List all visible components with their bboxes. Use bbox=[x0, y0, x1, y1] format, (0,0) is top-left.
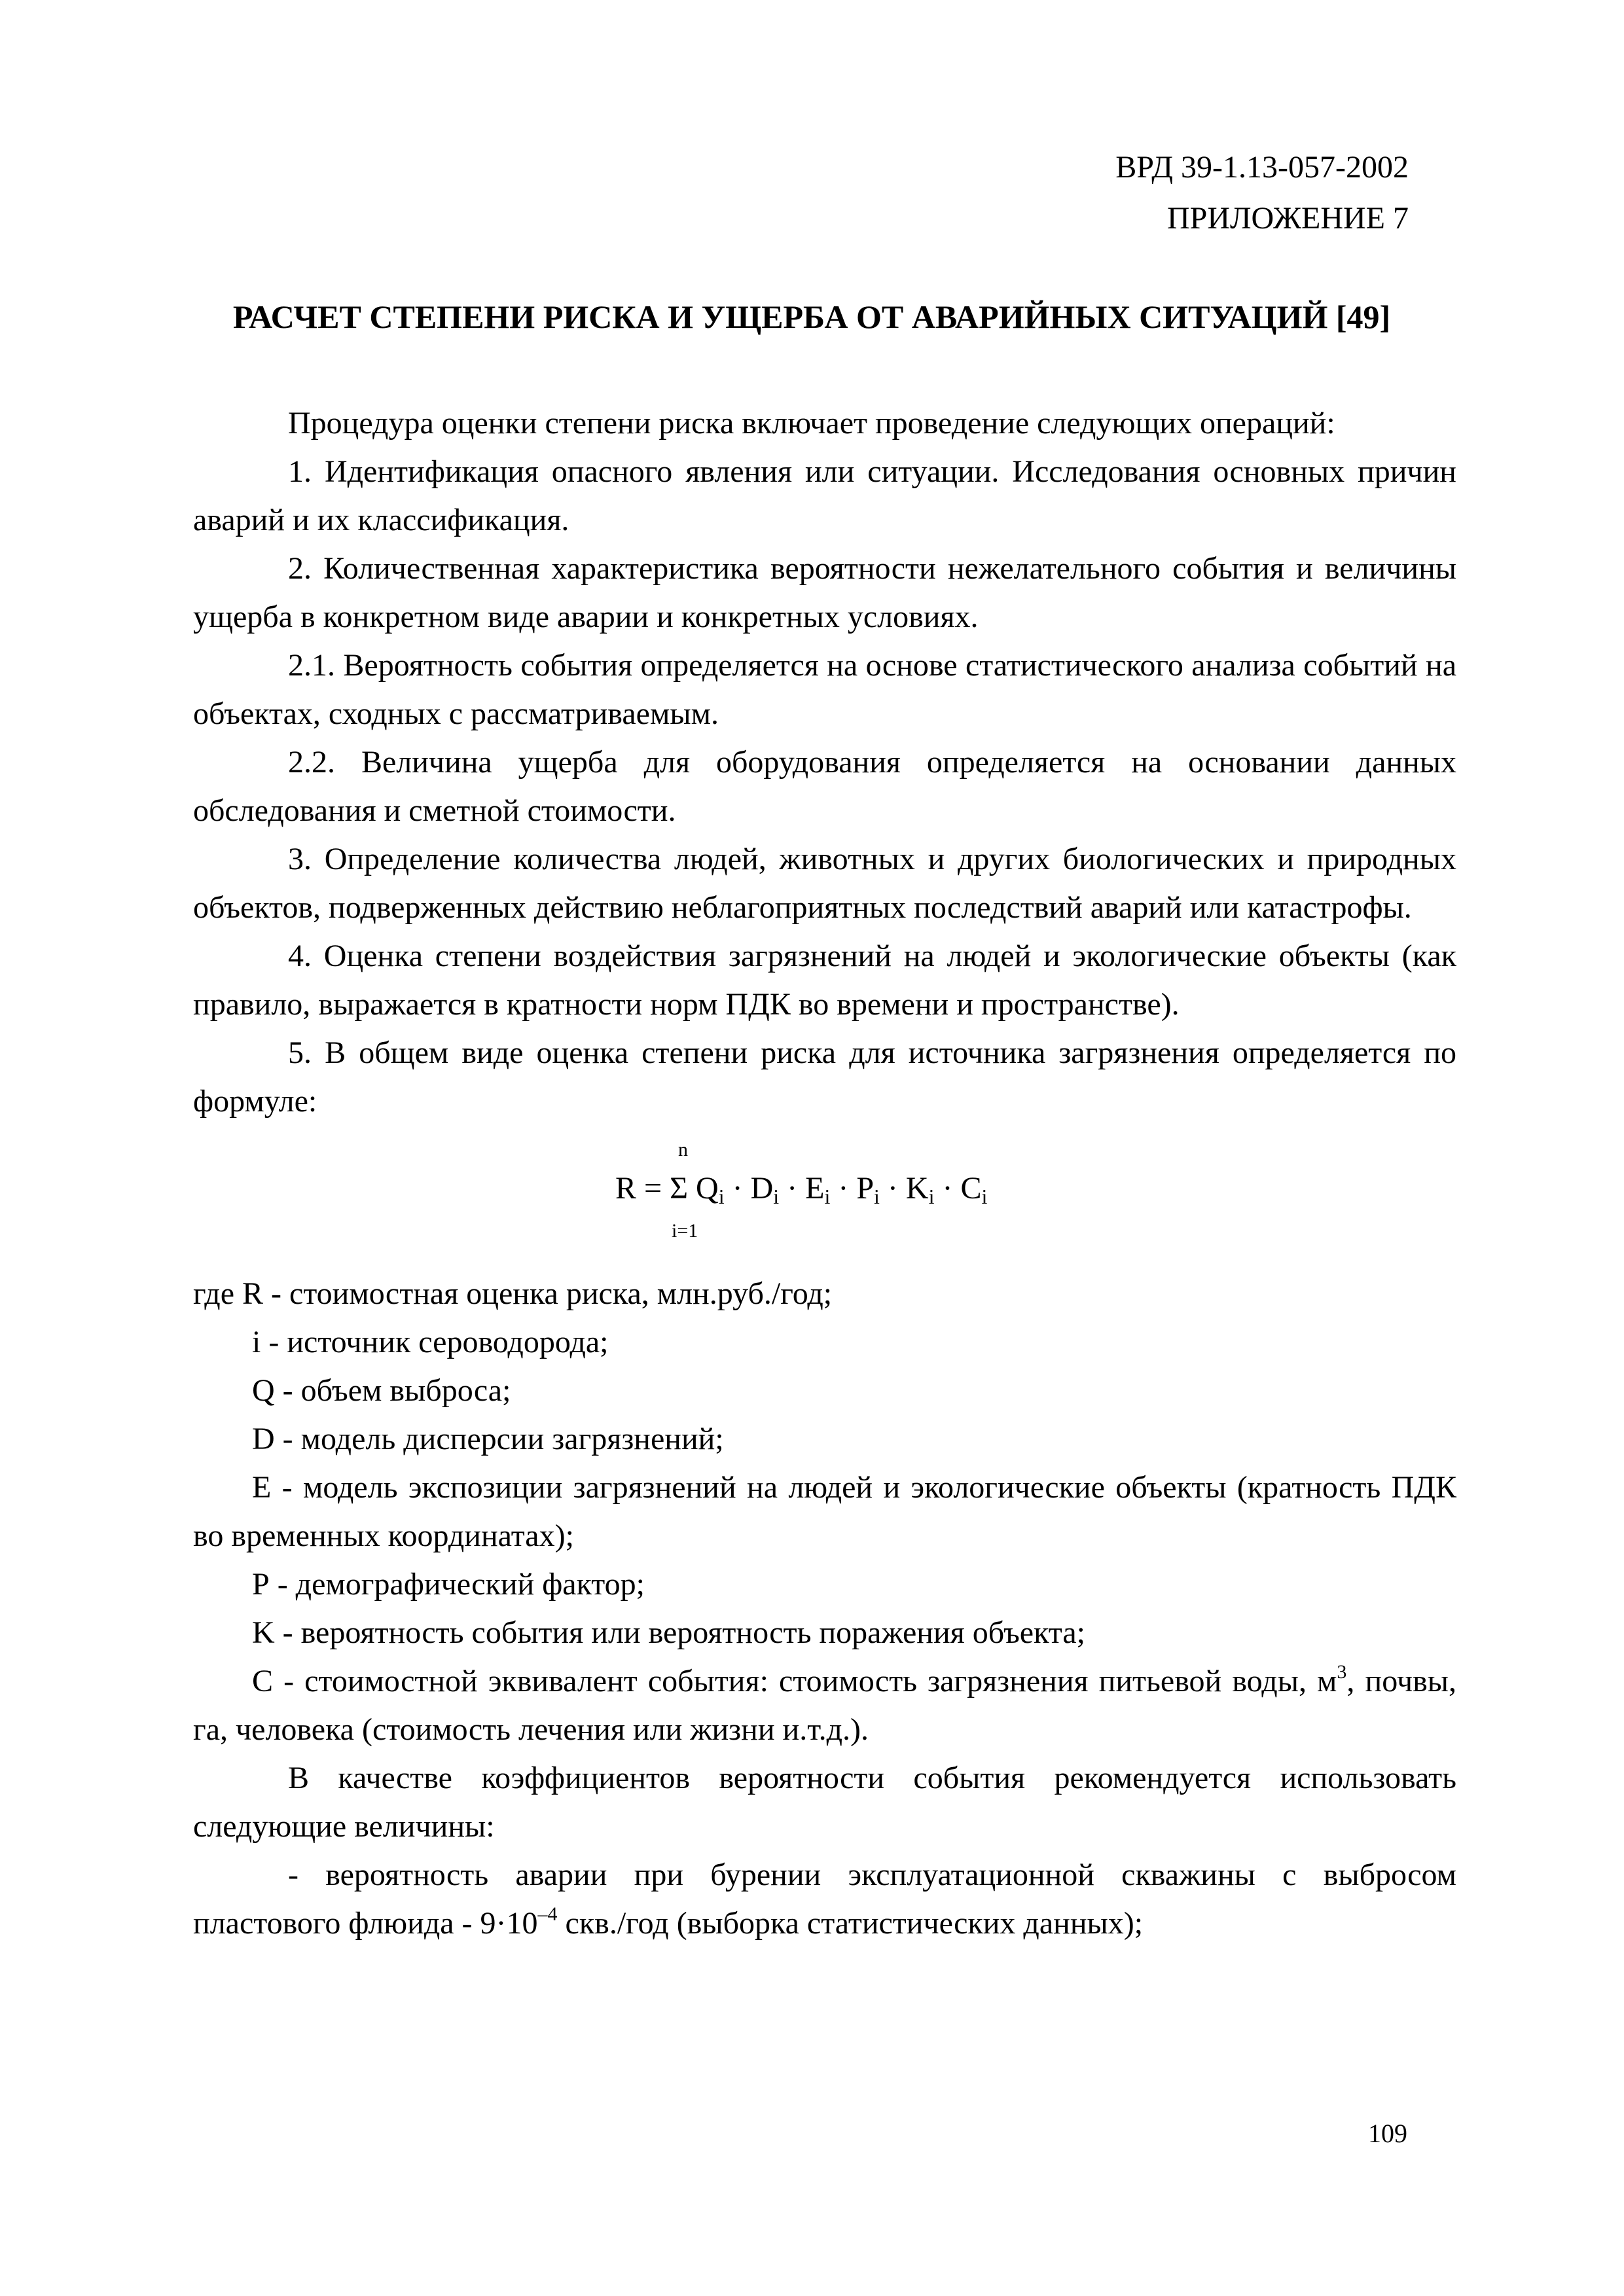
term-d: D bbox=[750, 1171, 774, 1206]
coefficients-intro: В качестве коэффициентов вероятности события рекомендуется использовать следующие величины: bbox=[193, 1761, 1456, 1844]
steps-block bbox=[193, 399, 1456, 1126]
step-2-2: 2.2. Величина ущерба для оборудования определяется на основании данных обследования и сметной стоимости. bbox=[193, 745, 1456, 828]
term-q: Q bbox=[696, 1171, 719, 1206]
term-k: K bbox=[905, 1171, 929, 1206]
step-3: 3. Определение количества людей, животных и других биологических и природных объектов, подверженных действию неблагоприятных последствий аварий или катастрофы. bbox=[193, 842, 1456, 925]
definition-i: i - источник сероводорода; bbox=[252, 1325, 609, 1359]
definition-p: Р - демографический фактор; bbox=[252, 1567, 645, 1602]
term-p: P bbox=[856, 1171, 875, 1206]
probability-item: - вероятность аварии при бурении эксплуатационной скважины с выбросом пластового флюида - $9\cdot 10^{-4}$ скв./год (выборка статистических данных); bbox=[193, 1857, 1456, 1941]
formula-lhs: R = Σ bbox=[615, 1171, 696, 1206]
appendix-label: ПРИЛОЖЕНИЕ 7 bbox=[1166, 201, 1409, 236]
step-5: 5. В общем виде оценка степени риска для источника загрязнения определяется по формуле: bbox=[193, 1035, 1456, 1119]
step-2-1: 2.1. Вероятность события определяется на основе статистического анализа событий на объектах, сходных с рассматриваемым. bbox=[193, 648, 1456, 731]
definition-c: С - стоимостной эквивалент события: стоимость загрязнения питьевой воды, $м^3$, почвы, га, человека (стоимость лечения или жизни и.т.д.). bbox=[193, 1661, 1457, 1747]
formula-expression: R = Σ $Q_i \cdot D_i \cdot E_i \cdot P_i \cdot K_i \cdot C_i$ bbox=[615, 1171, 988, 1208]
definition-d: D - модель дисперсии загрязнений; bbox=[252, 1422, 724, 1456]
document-code: ВРД 39-1.13-057-2002 bbox=[1115, 150, 1409, 185]
definition-e: Е - модель экспозиции загрязнений на людей и экологические объекты (кратность ПДК во временных координатах); bbox=[193, 1470, 1456, 1553]
sum-upper-limit: n bbox=[678, 1139, 688, 1160]
step-2: 2. Количественная характеристика вероятности нежелательного события и величины ущерба в конкретном виде аварии и конкретных условиях. bbox=[193, 551, 1456, 634]
definitions-block bbox=[193, 1270, 1456, 1948]
step-4: 4. Оценка степени воздействия загрязнений на людей и экологические объекты (как правило, выражается в кратности норм ПДК во времени и пространстве). bbox=[193, 939, 1456, 1022]
definition-r: где R - стоимостная оценка риска, млн.руб./год; bbox=[193, 1276, 833, 1311]
section-title: РАСЧЕТ СТЕПЕНИ РИСКА И УЩЕРБА ОТ АВАРИЙНЫХ СИТУАЦИЙ [49] bbox=[232, 298, 1391, 335]
page-number: 109 bbox=[1368, 2119, 1407, 2148]
term-e: E bbox=[805, 1171, 825, 1206]
definition-k: K - вероятность события или вероятность поражения объекта; bbox=[252, 1615, 1085, 1650]
term-c: C bbox=[960, 1171, 982, 1206]
definition-q: Q - объем выброса; bbox=[252, 1373, 511, 1408]
intro-paragraph: Процедура оценки степени риска включает проведение следующих операций: bbox=[288, 406, 1335, 440]
step-1: 1. Идентификация опасного явления или ситуации. Исследования основных причин аварий и их классификация. bbox=[193, 454, 1456, 537]
sum-lower-limit: i=1 bbox=[672, 1220, 698, 1242]
